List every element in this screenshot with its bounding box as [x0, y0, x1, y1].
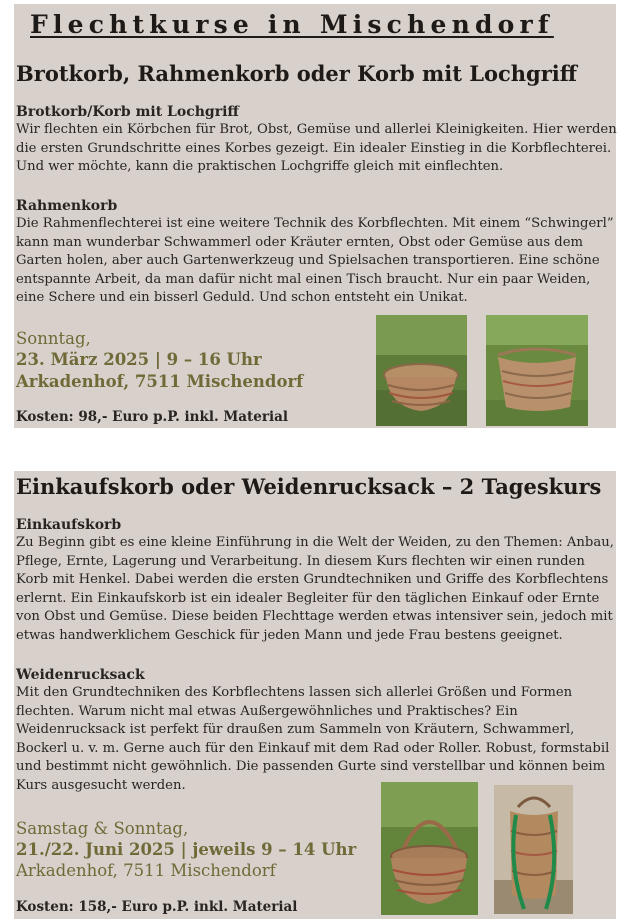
shopping-basket-photo: [381, 782, 478, 915]
course2-cost: Kosten: 158,- Euro p.P. inkl. Material: [16, 899, 298, 915]
text-line: flechten. Warum nicht mal etwas Außergewöhnliches und Praktisches? Ein: [16, 703, 518, 719]
course1-day: Sonntag,: [16, 329, 91, 348]
text-line: Zu Beginn gibt es eine kleine Einführung in die Welt der Weiden, zu den Themen: Anbau,: [16, 535, 614, 550]
course2-section1-title: Einkaufskorb: [16, 517, 122, 533]
text-line: eine Schere und ein bisserl Geduld. Und schon entsteht ein Unikat.: [16, 290, 468, 306]
course1-section1-text: [16, 121, 616, 177]
course2-section1-text: [16, 534, 616, 646]
text-line: Wir flechten ein Körbchen für Brot, Obst, Gemüse und allerlei Kleinigkeiten. Hier werden: [16, 122, 617, 137]
course1-location: Arkadenhof, 7511 Mischendorf: [16, 372, 304, 391]
course2-section2-title: Weidenrucksack: [16, 667, 145, 683]
course2-section2-text: [16, 684, 616, 796]
text-line: kann man wunderbar Schwammerl oder Kräuter ernten, Obst oder Gemüse aus dem: [16, 234, 584, 250]
text-line: erlernt. Ein Einkaufskorb ist ein idealer Begleiter für den täglichen Einkauf oder Ernte: [16, 590, 600, 606]
text-line: entspannte Arbeit, da man dafür nicht mal einen Tisch braucht. Nur ein paar Weiden,: [16, 271, 591, 287]
text-line: Pflege, Ernte, Lagerung und Verarbeitung. In diesem Kurs flechten wir einen runden: [16, 553, 585, 569]
frame-basket-photo: [486, 315, 588, 426]
course1-heading: Brotkorb, Rahmenkorb oder Korb mit Lochgriff: [16, 61, 578, 86]
text-line: von Obst und Gemüse. Diese beiden Flechttage werden etwas intensiver sein, jedoch mit: [16, 609, 613, 625]
course2-datetime: 21./22. Juni 2025 | jeweils 9 – 14 Uhr: [16, 840, 357, 859]
course1-section2-text: [16, 215, 616, 308]
course-panel-1: [14, 4, 616, 428]
text-line: etwas handwerklichem Geschick für jeden Mann und jede Frau bestens geeignet.: [16, 627, 563, 643]
round-basket-photo: [376, 315, 467, 426]
course1-section1-title: Brotkorb/Korb mit Lochgriff: [16, 104, 239, 120]
text-line: Garten holen, aber auch Gartenwerkzeug und Spielsachen transportieren. Eine schöne: [16, 253, 600, 269]
text-line: Weidenrucksack ist perfekt für draußen zum Sammeln von Kräutern, Schwammerl,: [16, 722, 575, 738]
course2-location: Arkadenhof, 7511 Mischendorf: [16, 861, 276, 880]
text-line: Mit den Grundtechniken des Korbflechtens lassen sich allerlei Größen und Formen: [16, 685, 573, 700]
course1-cost: Kosten: 98,- Euro p.P. inkl. Material: [16, 409, 288, 425]
text-line: und bestimmt nicht gewöhnlich. Die passenden Gurte sind verstellbar und können beim: [16, 759, 606, 775]
text-line: die ersten Grundschritte eines Korbes gezeigt. Ein idealer Einstieg in die Korbflechterei.: [16, 140, 612, 156]
page-title: Flechtkurse in Mischendorf: [30, 10, 554, 39]
course2-heading: Einkaufskorb oder Weidenrucksack – 2 Tageskurs: [16, 474, 602, 499]
course-panel-2: [14, 471, 616, 919]
text-line: Korb mit Henkel. Dabei werden die ersten Grundtechniken und Griffe des Korbflechtens: [16, 572, 609, 588]
text-line: Bockerl u. v. m. Gerne auch für den Einkauf mit dem Rad oder Roller. Robust, formstabil: [16, 740, 610, 756]
text-line: Und wer möchte, kann die praktischen Lochgriffe gleich mit einflechten.: [16, 159, 504, 175]
text-line: Kurs ausgesucht werden.: [16, 777, 186, 793]
course1-datetime: 23. März 2025 | 9 – 16 Uhr: [16, 350, 262, 369]
willow-backpack-photo: [494, 785, 573, 914]
text-line: Die Rahmenflechterei ist eine weitere Technik des Korbflechten. Mit einem “Schwingerl”: [16, 216, 614, 231]
course1-section2-title: Rahmenkorb: [16, 198, 118, 214]
course2-day: Samstag & Sonntag,: [16, 819, 189, 838]
